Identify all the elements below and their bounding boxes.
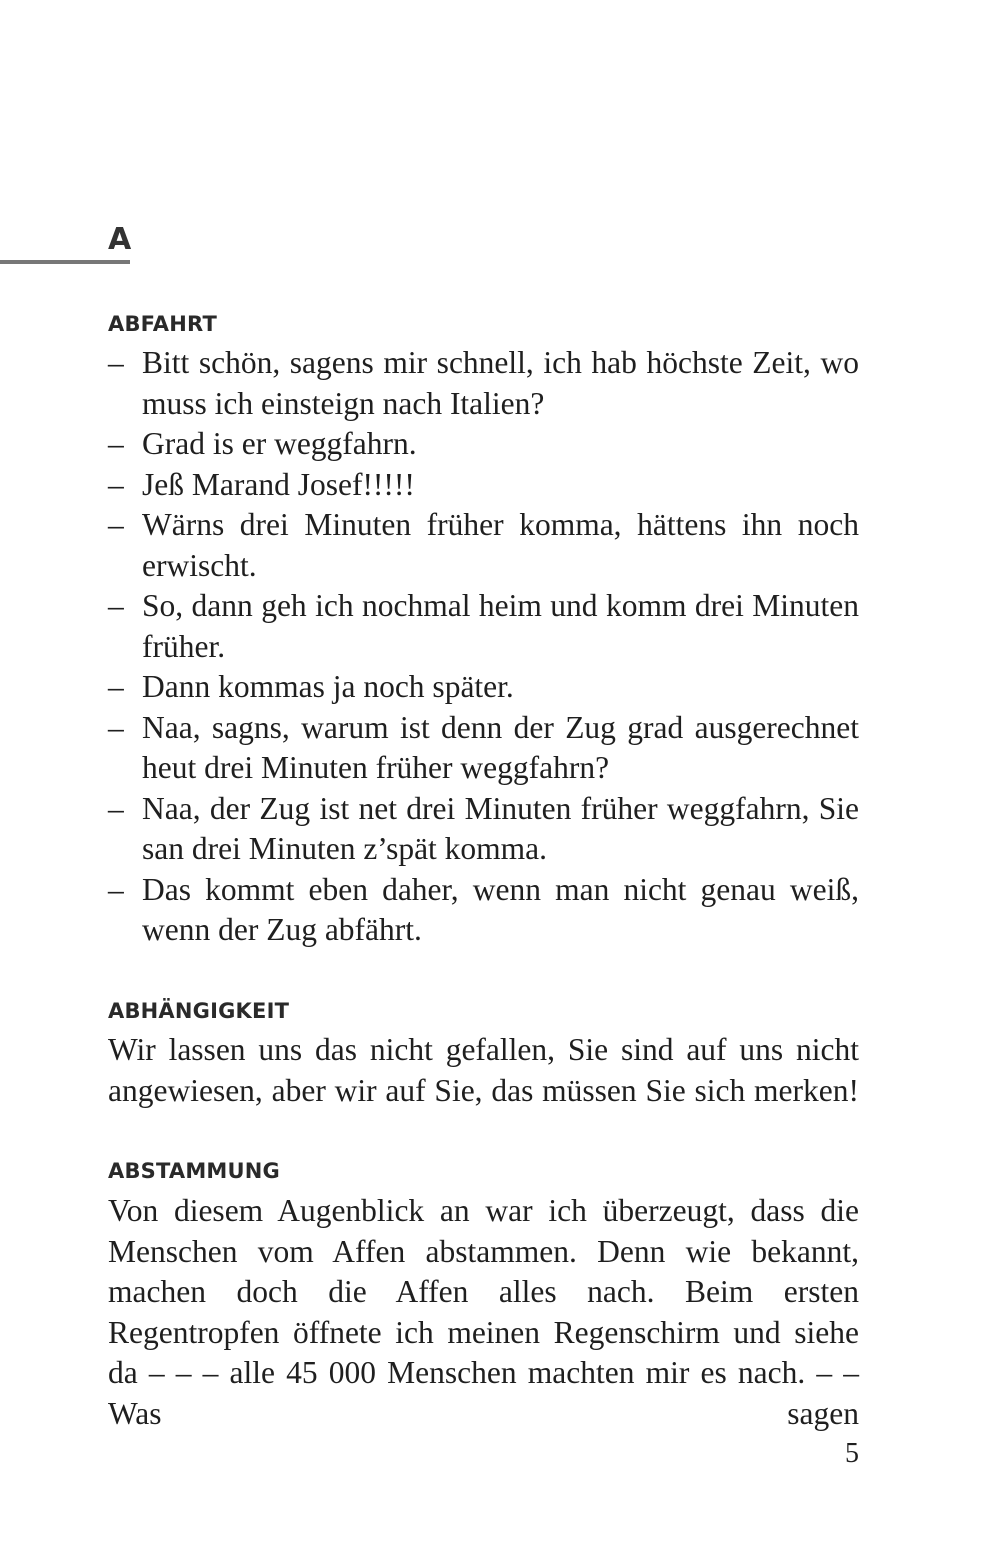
dialog-line <box>108 424 859 465</box>
dash: – <box>108 790 124 826</box>
section-rule <box>0 260 130 264</box>
entry-heading-abstammung: ABSTAMMUNG <box>108 1159 280 1183</box>
dialog-text: Dann kommas ja noch später. <box>142 669 514 704</box>
entry-heading-abhaengigkeit: ABHÄNGIGKEIT <box>108 999 290 1023</box>
dash: – <box>108 466 124 502</box>
dialog-text: Das kommt eben daher, wenn man nicht genau weiß, wenn der Zug abfährt. <box>142 871 859 947</box>
entry-text-abhaengigkeit: Wir lassen uns das nicht gefallen, Sie sind auf uns nicht angewiesen, aber wir auf Sie, das müssen Sie sich merken! <box>108 1032 859 1108</box>
dialog-text: Wärns drei Minuten früher komma, hättens ihn noch erwischt. <box>142 507 859 583</box>
dash: – <box>108 426 124 461</box>
dash: – <box>108 588 124 623</box>
dialog-line <box>108 667 859 708</box>
dialog-text: So, dann geh ich nochmal heim und komm drei Minuten früher. <box>142 588 859 664</box>
dash: – <box>108 669 124 704</box>
dash: – <box>108 507 124 542</box>
dialog-text: Jeß Marand Josef!!!!! <box>142 466 415 502</box>
dialog-line <box>108 789 859 870</box>
dialog-line <box>108 708 859 789</box>
dialog-line <box>108 343 859 424</box>
dash: – <box>108 709 124 745</box>
dash: – <box>108 345 124 380</box>
dialog-text: Bitt schön, sagens mir schnell, ich hab höchste Zeit, wo muss ich einsteign nach Italien? <box>142 345 859 421</box>
dialog-text: Grad is er weggfahrn. <box>142 426 417 461</box>
dialog-line <box>108 870 859 951</box>
dialog-line <box>108 586 859 667</box>
page-number: 5 <box>845 1438 859 1469</box>
entry-heading-abfahrt: ABFAHRT <box>108 312 217 336</box>
section-letter: A <box>108 222 132 257</box>
dialog-line <box>108 505 859 586</box>
dash: – <box>108 871 124 907</box>
dialog-line <box>108 465 859 506</box>
dialog-text: Naa, sagns, warum ist denn der Zug grad ausgerechnet heut drei Minuten früher weggfahrn? <box>142 709 859 785</box>
dialog-text: Naa, der Zug ist net drei Minuten früher weggfahrn, Sie san drei Minuten z’spät komma. <box>142 790 859 866</box>
entry-text-abstammung: Von diesem Augenblick an war ich überzeugt, dass die Menschen vom Affen abstammen. Denn wie bekannt, machen doch die Affen alles nach. Beim ersten Regentropfen öffnete ich meinen Regenschirm und siehe da – – – alle 45 000 Menschen machten mir es nach. – – Was sagen <box>108 1193 859 1431</box>
dialog-list <box>108 343 859 951</box>
